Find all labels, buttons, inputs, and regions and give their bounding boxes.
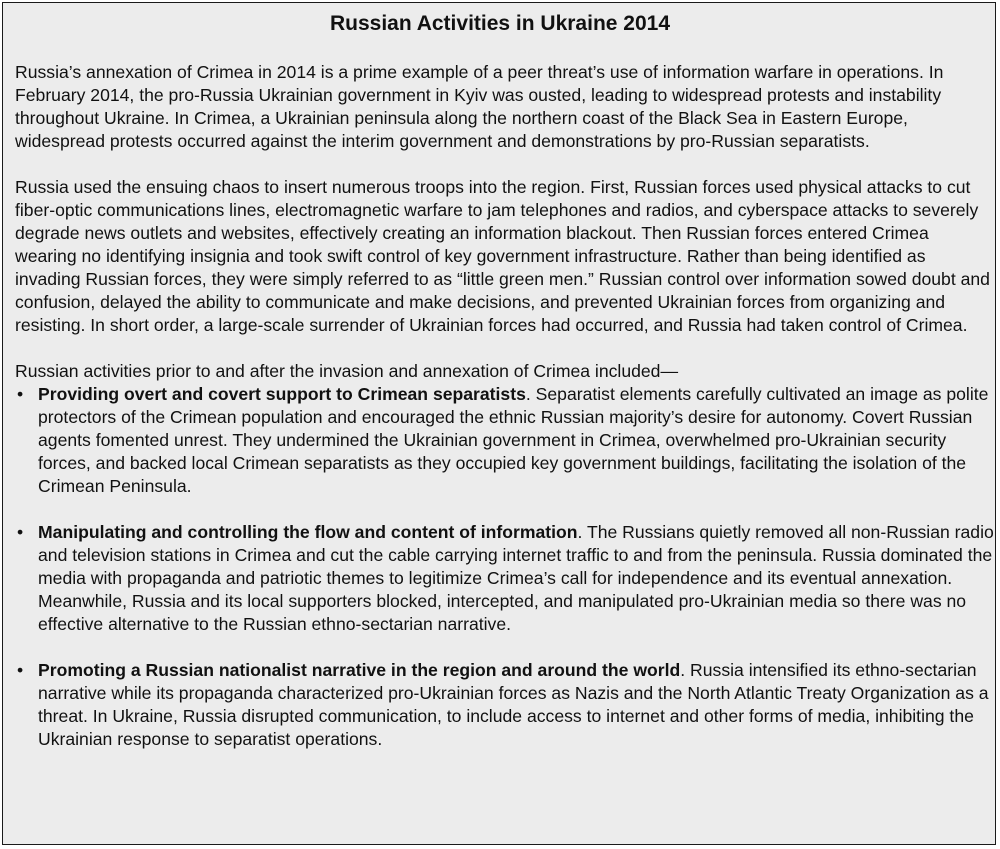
document-title: Russian Activities in Ukraine 2014 — [329, 12, 671, 35]
bullet-icon: • — [17, 522, 24, 542]
paragraph-annexation: Russia’s annexation of Crimea in 2014 is a prime example of a peer threat’s use of information warfare in operations. In February 2014, the pro-Russia Ukrainian government in Kyiv was ousted, leading to widespread protests and instability throughout Ukraine. In Crimea, a Ukrainian peninsula along the northern coast of the Black Sea in Eastern Europe, widespread protests occurred against the interim government and demonstrations by pro-Russian separatists. — [15, 62, 944, 151]
list-item — [15, 659, 995, 751]
bullet-heading: Promoting a Russian nationalist narrative in the region and around the world — [38, 660, 681, 680]
paragraph-invasion: Russia used the ensuing chaos to insert numerous troops into the region. First, Russian forces used physical attacks to cut fiber-optic communications lines, electromagnetic warfare to jam telephones and radios, and cyberspace attacks to severely degrade news outlets and websites, effectively creating an information blackout. Then Russian forces entered Crimea wearing no identifying insignia and took swift control of key government infrastructure. Rather than being identified as invading Russian forces, they were simply referred to as “little green men.” Russian control over information sowed doubt and confusion, delayed the ability to communicate and make decisions, and prevented Ukrainian forces from organizing and resisting. In short order, a large-scale surrender of Ukrainian forces had occurred, and Russia had taken control of Crimea. — [15, 177, 990, 335]
bullet-icon: • — [17, 660, 24, 680]
list-item — [15, 521, 995, 636]
activities-intro: Russian activities prior to and after the invasion and annexation of Crimea included— — [15, 361, 679, 381]
activities-list — [15, 383, 995, 751]
bullet-body: . Russia intensified its ethno-sectarian narrative while its propaganda characterized pro-Ukrainian forces as Nazis and the North Atlantic Treaty Organization as a threat. In Ukraine, Russia disrupted communication, to include access to internet and other forms of media, inhibiting the Ukrainian response to separatist operations. — [38, 660, 989, 749]
bullet-heading: Providing overt and covert support to Crimean separatists — [38, 384, 526, 404]
list-item — [15, 383, 995, 498]
bullet-body: . Separatist elements carefully cultivated an image as polite protectors of the Crimean population and encouraged the ethnic Russian majority’s desire for autonomy. Covert Russian agents fomented unrest. They undermined the Ukrainian government in Crimea, overwhelmed pro-Ukrainian security forces, and backed local Crimean separatists as they occupied key government buildings, facilitating the isolation of the Crimean Peninsula. — [38, 384, 989, 496]
bullet-heading: Manipulating and controlling the flow and content of information — [38, 522, 578, 542]
bullet-body: . The Russians quietly removed all non-Russian radio and television stations in Crimea and cut the cable carrying internet traffic to and from the peninsula. Russia dominated the media with propaganda and patriotic themes to legitimize Crimea’s call for independence and its eventual annexation. Meanwhile, Russia and its local supporters blocked, intercepted, and manipulated pro-Ukrainian media so there was no effective alternative to the Russian ethno-sectarian narrative. — [38, 522, 994, 634]
bullet-icon: • — [17, 384, 24, 404]
document-panel — [2, 2, 996, 845]
document-body — [15, 61, 995, 774]
